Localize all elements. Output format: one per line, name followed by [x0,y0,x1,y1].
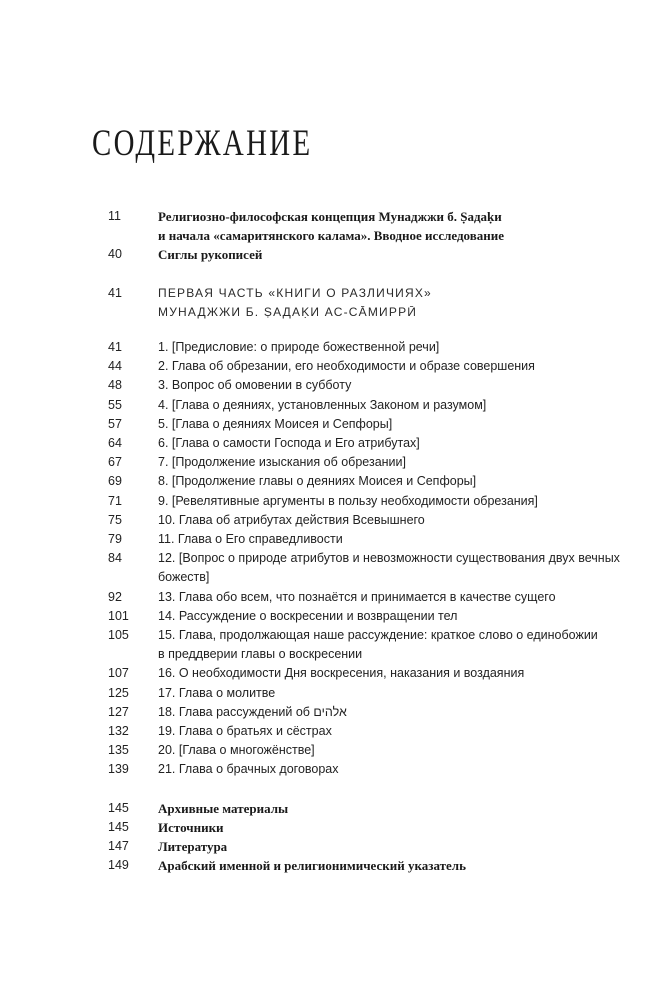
toc-entry-line: Арабский именной и религионимический указатель [158,858,466,874]
toc-entry-title [158,511,666,530]
toc-entry-line: 13. Глава обо всем, что познаётся и принимается в качестве сущего [158,589,556,604]
toc-page-number: 64 [108,436,122,451]
page-title: СОДЕРЖАНИЕ [92,123,313,164]
toc-entry-line: 21. Глава о брачных договорах [158,762,339,777]
toc-entry [0,549,666,587]
toc-entry [0,434,666,453]
toc-entry-line: Источники [158,819,224,835]
toc-entry-title [158,799,666,818]
toc-part-title [158,284,666,322]
toc-entry-title [158,415,666,434]
toc-entry-line: 4. [Глава о деяниях, установленных Законом и разумом] [158,397,487,412]
toc-page-number: 101 [108,608,129,623]
toc-page-number: 132 [108,724,129,739]
toc-entry-title [158,492,666,511]
toc-page-number: 107 [108,666,129,681]
toc-entry [0,607,666,626]
toc-entry-title [158,338,666,357]
toc-entry [0,684,666,703]
toc-entry [0,472,666,491]
toc-page-number: 105 [108,628,129,643]
toc-entry [0,818,666,837]
toc-page-number: 149 [108,858,129,873]
toc-entry-line: 9. [Ревелятивные аргументы в пользу необходимости обрезания] [158,493,538,508]
toc-entry-title [158,703,666,722]
toc-entry-title [158,722,666,741]
toc-entry-line: 2. Глава об обрезании, его необходимости и образе совершения [158,359,535,374]
toc-entry-title [158,741,666,760]
toc-entry-line: 15. Глава, продолжающая наше рассуждение: краткое слово о единобожии [158,628,598,643]
toc-entry-line: Архивные материалы [158,800,289,816]
toc-entry-line: 5. [Глава о деяниях Моисея и Сепфоры] [158,416,393,431]
toc-entry-title [158,530,666,549]
toc-entry-line: Сиглы рукописей [158,247,263,263]
toc-entry [0,626,666,664]
toc-entry-line: 14. Рассуждение о воскресении и возвращении тел [158,608,458,623]
toc-entry-line: Религиозно-философская концепция Мунаджжи б. Ṣадаḳи [158,209,502,224]
toc-entry-sigla [0,245,666,264]
toc-entry-title [158,357,666,376]
toc-entry-line: 19. Глава о братьях и сёстрах [158,724,332,739]
toc-page-number: 84 [108,551,122,566]
toc-entry [0,511,666,530]
toc-entry [0,588,666,607]
toc-page-number: 127 [108,704,129,719]
toc-entry-line: 8. [Продолжение главы о деяниях Моисея и Сепфоры] [158,474,477,489]
toc-entry-line: божеств] [158,570,210,585]
toc-entry-title [158,588,666,607]
toc-chapter-list [0,338,666,780]
toc-page-number: 147 [108,839,129,854]
toc-page-number: 79 [108,532,122,547]
toc-entry-title [158,396,666,415]
toc-entry-title [158,626,666,664]
toc-entry [0,357,666,376]
toc-entry-line: 1. [Предисловие: о природе божественной речи] [158,340,440,355]
toc-page-number: 11 [108,209,121,223]
toc-page-number: 125 [108,685,129,700]
toc-page-number: 40 [108,247,122,262]
toc-entry-title [158,818,666,837]
toc-entry-line: 20. [Глава о многожёнстве] [158,743,315,758]
toc-page-number: 71 [108,493,122,508]
toc-entry [0,415,666,434]
toc-entry [0,703,666,722]
toc-entry [0,492,666,511]
toc-page-number: 139 [108,762,129,777]
toc-entry [0,760,666,779]
toc-entry-line: 17. Глава о молитве [158,685,276,700]
toc-entry [0,530,666,549]
toc-entry [0,837,666,856]
toc-entry-title [158,376,666,395]
toc-entry [0,376,666,395]
toc-entry-line: 18. Глава рассуждений об אלהים [158,704,347,719]
toc-page-number: 41 [108,340,122,355]
toc-page-number: 135 [108,743,129,758]
toc-entry-line: 16. О необходимости Дня воскресения, наказания и воздаяния [158,666,525,681]
toc-entry [0,453,666,472]
toc-entry-line: Литература [158,839,228,855]
toc-entry-title [158,549,666,587]
toc-page-number: 69 [108,474,122,489]
toc-page-number: 57 [108,416,122,431]
toc-entry-line: 12. [Вопрос о природе атрибутов и невозможности существования двух вечных [158,551,620,566]
toc-page-number: 145 [108,800,129,815]
toc-part-line: МУНАДЖЖИ Б. ṢАДАḲИ АС-СĀМИРРӢ [158,304,418,319]
toc-page-number: 48 [108,378,122,393]
toc-entry [0,396,666,415]
toc-entry-title [158,837,666,856]
toc-page-number: 44 [108,359,122,374]
toc-entry-title [158,856,666,875]
toc-entry-title [158,472,666,491]
table-of-contents [0,207,666,876]
toc-page-number: 92 [108,589,122,604]
toc-entry [0,722,666,741]
toc-appendix-list [0,799,666,876]
toc-part-line: ПЕРВАЯ ЧАСТЬ «КНИГИ О РАЗЛИЧИЯХ» [158,285,432,300]
toc-entry-line: 3. Вопрос об омовении в субботу [158,378,352,393]
toc-entry-title [158,760,666,779]
toc-entry-title [158,607,666,626]
toc-entry-title [158,245,666,264]
toc-entry [0,856,666,875]
toc-page-number: 67 [108,455,122,470]
toc-entry-title [158,453,666,472]
toc-page-number: 41 [108,285,122,300]
toc-entry-line: 11. Глава о Его справедливости [158,532,343,547]
toc-entry-line: 10. Глава об атрибутах действия Всевышнего [158,512,425,527]
toc-entry-line: 7. [Продолжение изыскания об обрезании] [158,455,406,470]
toc-entry-title [158,664,666,683]
toc-entry-introduction [0,207,666,245]
toc-entry-line: и начала «самаритянского калама». Вводное исследование [158,228,504,244]
toc-entry [0,664,666,683]
toc-page-number: 55 [108,397,122,412]
toc-page-number: 75 [108,512,122,527]
toc-entry [0,338,666,357]
toc-entry-title [158,434,666,453]
toc-part-heading [0,284,666,322]
toc-entry-title [158,684,666,703]
toc-entry [0,799,666,818]
toc-page-number: 145 [108,819,129,834]
toc-entry [0,741,666,760]
toc-entry-line: в преддверии главы о воскресении [158,647,363,662]
toc-entry-line: 6. [Глава о самости Господа и Его атрибутах] [158,436,420,451]
toc-entry-title [158,207,666,245]
